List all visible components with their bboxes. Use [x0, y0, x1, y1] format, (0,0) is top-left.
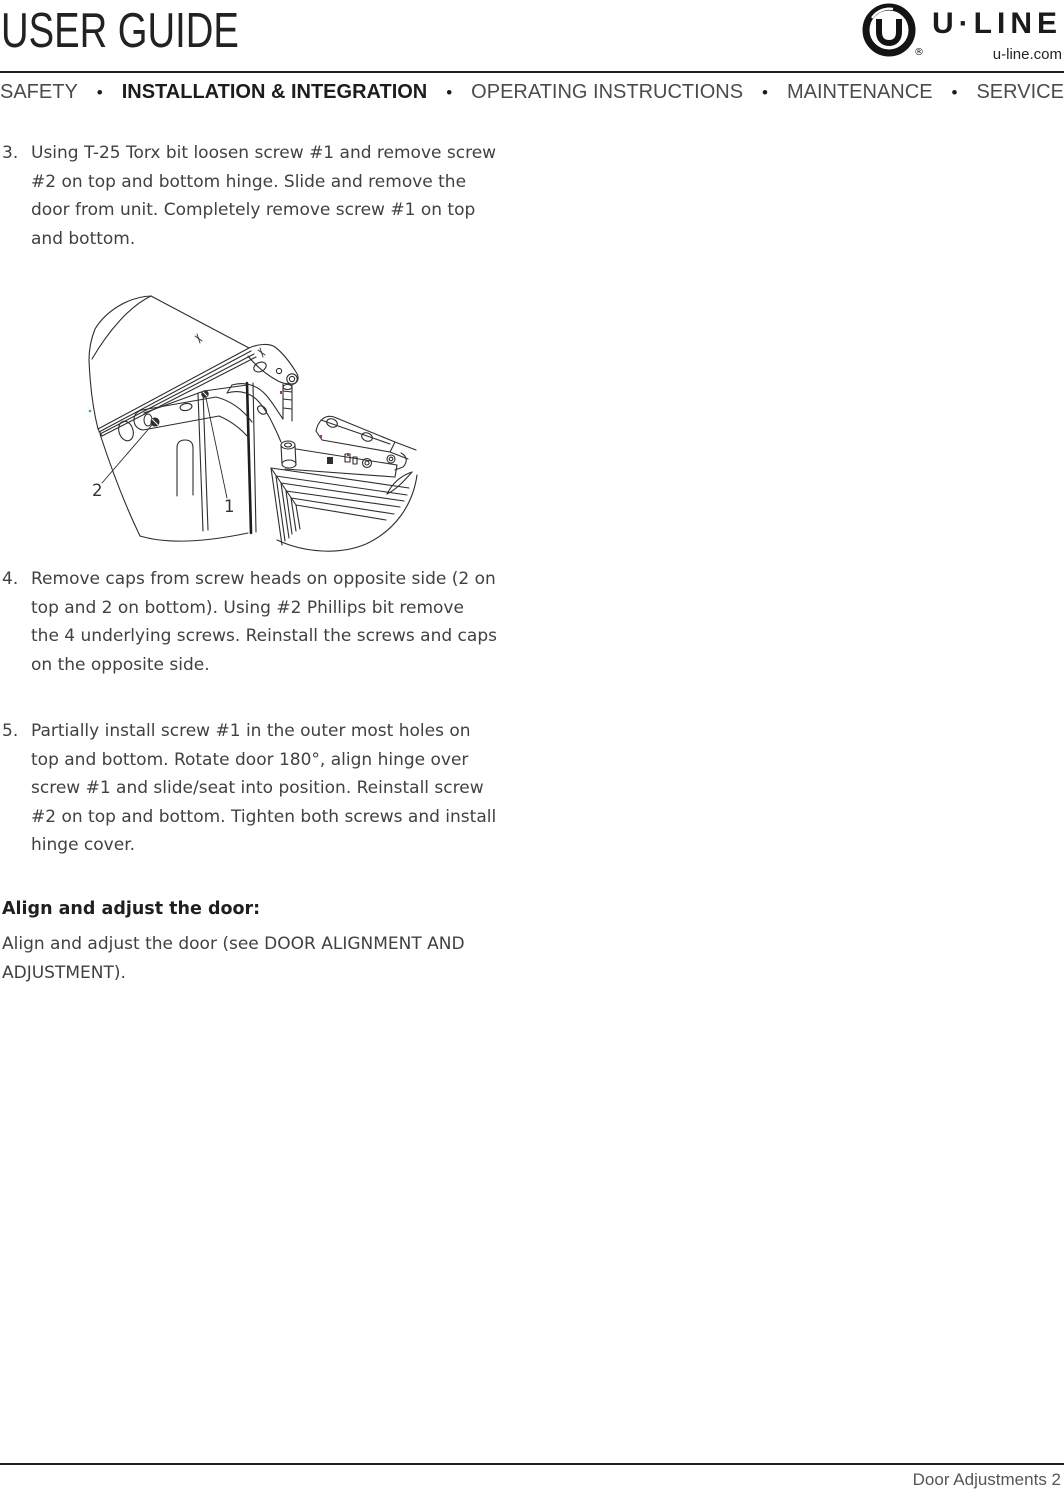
callout-label-2: 2 [92, 481, 103, 500]
step-item-3 [2, 139, 502, 253]
uline-wordmark: U·LINE [932, 7, 1062, 40]
nav-item-service: SERVICE [976, 81, 1064, 103]
hinge-diagram [64, 283, 474, 568]
nav-bullet: • [951, 82, 958, 102]
nav-item-safety: SAFETY [0, 81, 78, 103]
nav-item-maintenance: MAINTENANCE [786, 81, 933, 103]
step-text: Partially install screw #1 in the outer most holes on top and bottom. Rotate door 180°, align hinge over screw #1 and slide/seat into position. Reinstall screw #2 on top and bottom. Tighten both screws and install hinge cover. [31, 721, 497, 855]
step-number: 4. [2, 569, 19, 589]
header-rule [0, 71, 1064, 73]
nav-bullet: • [762, 82, 768, 102]
step-number: 5. [2, 721, 19, 741]
callout-label-1: 1 [224, 497, 235, 516]
section-body: Align and adjust the door (see DOOR ALIGNMENT AND ADJUSTMENT). [2, 934, 465, 983]
step-text: Remove caps from screw heads on opposite side (2 on top and 2 on bottom). Using #2 Phillips bit remove the 4 underlying screws. Reinstall the screws and caps on the opposite side. [31, 569, 497, 675]
step-text: Using T-25 Torx bit loosen screw #1 and remove screw #2 on top and bottom hinge. Slide and remove the door from unit. Completely remove screw #1 on top and bottom. [31, 143, 497, 249]
breadcrumb [0, 81, 1064, 104]
hinge-figure [64, 283, 474, 568]
registered-mark: ® [914, 47, 924, 58]
uline-website: u-line.com [992, 46, 1062, 63]
step-number: 3. [2, 143, 19, 163]
step-item-4 [2, 565, 502, 679]
nav-bullet: • [446, 82, 453, 102]
footer-page-label: Door Adjustments 2 [912, 1470, 1061, 1489]
nav-item-installation-integration: INSTALLATION & INTEGRATION [121, 81, 428, 103]
section-heading: Align and adjust the door: [2, 899, 261, 919]
uline-monogram-icon [862, 2, 922, 64]
footer-rule [0, 1463, 1064, 1465]
nav-bullet: • [96, 82, 103, 102]
nav-item-operating-instructions: OPERATING INSTRUCTIONS [471, 81, 744, 103]
step-item-5 [2, 717, 502, 860]
brand-logo [862, 2, 1062, 64]
page-title: USER GUIDE [1, 4, 239, 58]
